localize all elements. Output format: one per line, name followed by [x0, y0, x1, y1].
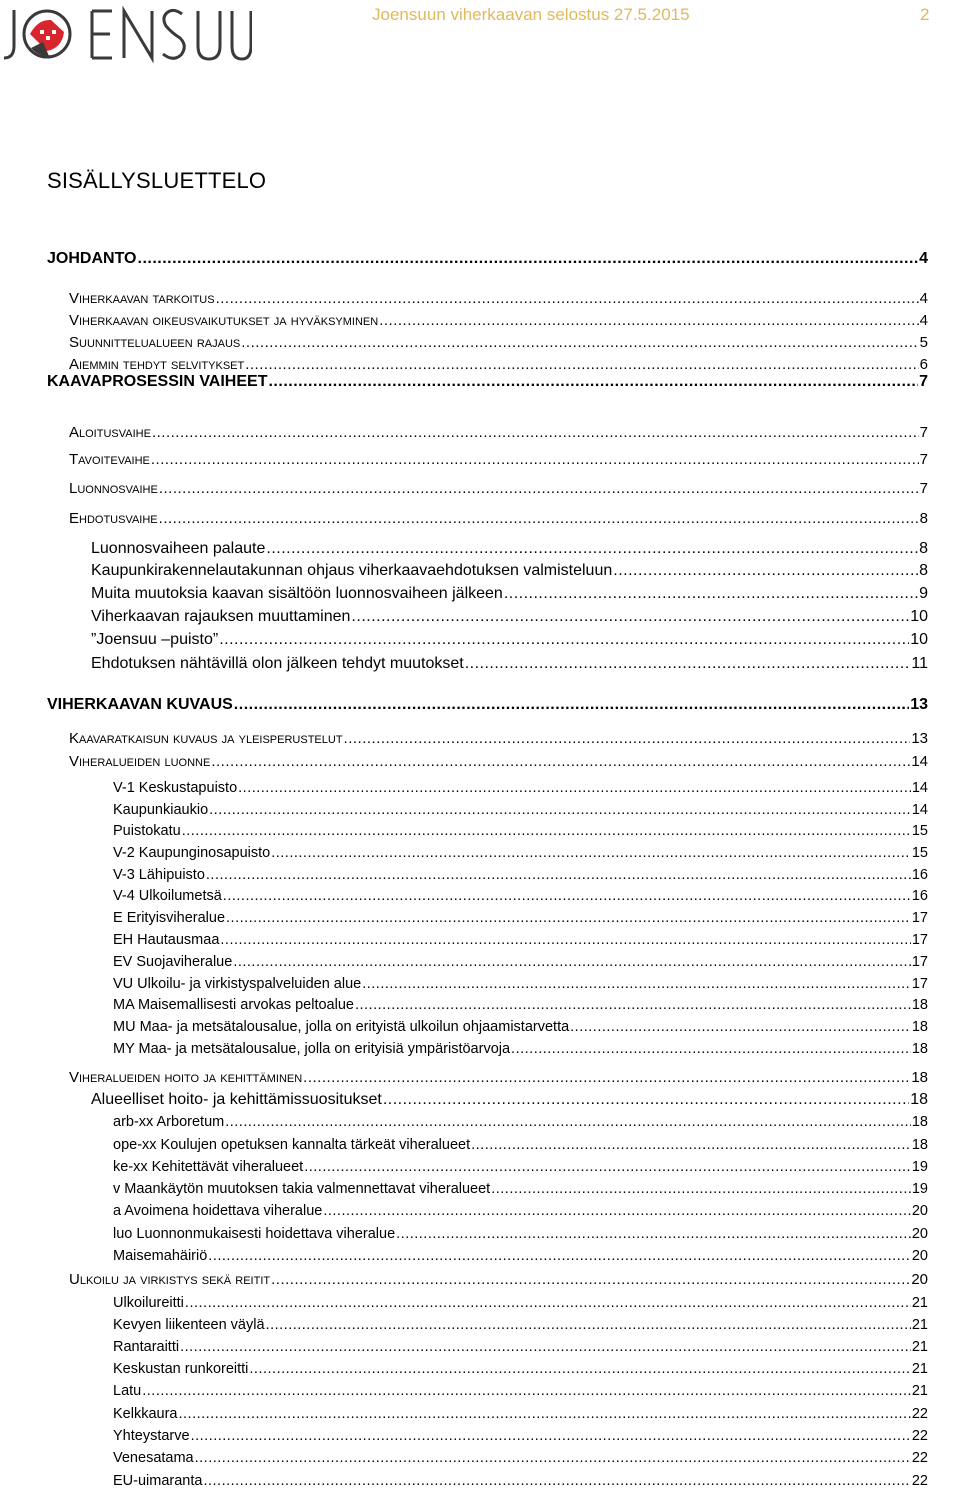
toc-dot-leader	[266, 540, 918, 558]
toc-entry-label: a Avoimena hoidettava viheralue	[113, 1203, 323, 1219]
toc-entry-page: 21	[911, 1339, 928, 1355]
toc-entry-label: ope-xx Koulujen opetuksen kannalta tärkeät viheralueet	[113, 1137, 471, 1153]
toc-entry[interactable]	[69, 334, 928, 351]
toc-dot-leader	[234, 696, 909, 714]
toc-entry[interactable]	[113, 888, 928, 904]
toc-entry-label: Kevyen liikenteen väylä	[113, 1317, 265, 1333]
toc-entry-label: EU-uimaranta	[113, 1473, 203, 1489]
toc-entry-label: Aiemmin tehdyt selvitykset	[69, 356, 245, 373]
toc-entry-page: 17	[911, 910, 928, 926]
toc-entry[interactable]	[91, 1091, 928, 1109]
toc-entry-label: Luonnosvaihe	[69, 480, 158, 497]
toc-dot-leader	[216, 290, 919, 307]
toc-entry-page: 8	[919, 540, 928, 557]
toc-dot-leader	[178, 1406, 910, 1422]
toc-entry-page: 22	[911, 1406, 928, 1422]
toc-entry-page: 8	[919, 562, 928, 579]
toc-entry-label: MA Maisemallisesti arvokas peltoalue	[113, 997, 354, 1013]
toc-entry-label: ke-xx Kehitettävät viheralueet	[113, 1159, 304, 1175]
toc-entry-label: Muita muutoksia kaavan sisältöön luonnosvaiheen jälkeen	[91, 585, 503, 602]
toc-entry[interactable]	[113, 1428, 928, 1444]
toc-entry-page: 11	[911, 655, 928, 672]
toc-entry[interactable]	[113, 1361, 928, 1377]
toc-dot-leader	[225, 1114, 911, 1130]
toc-entry-page: 5	[919, 334, 928, 351]
toc-entry[interactable]	[91, 562, 928, 580]
toc-entry-page: 7	[919, 373, 928, 390]
toc-dot-leader	[362, 976, 911, 992]
toc-entry-page: 18	[911, 1041, 928, 1057]
toc-dot-leader	[379, 312, 918, 329]
toc-entry-page: 21	[911, 1383, 928, 1399]
toc-dot-leader	[351, 608, 909, 626]
toc-entry-label: v Maankäytön muutoksen takia valmennettavat viheralueet	[113, 1181, 491, 1197]
toc-dot-leader	[206, 867, 911, 883]
toc-entry[interactable]	[113, 1226, 928, 1242]
toc-entry-label: Puistokatu	[113, 823, 181, 839]
toc-entry-page: 18	[911, 1019, 928, 1035]
toc-entry[interactable]	[69, 424, 928, 441]
toc-entry-page: 13	[910, 696, 928, 713]
toc-entry-label: Alueelliset hoito- ja kehittämissuositukset	[91, 1091, 382, 1108]
toc-dot-leader	[142, 1383, 911, 1399]
toc-dot-leader	[383, 1091, 909, 1109]
toc-entry-page: 22	[911, 1428, 928, 1444]
toc-entry[interactable]	[113, 1383, 928, 1399]
toc-entry[interactable]	[47, 250, 928, 268]
toc-entry-page: 21	[911, 1361, 928, 1377]
toc-entry-page: 15	[911, 823, 928, 839]
toc-dot-leader	[220, 932, 910, 948]
toc-dot-leader	[219, 631, 909, 649]
toc-dot-leader	[209, 802, 911, 818]
toc-entry-label: Tavoitevaihe	[69, 451, 150, 468]
toc-entry[interactable]	[113, 1248, 928, 1264]
toc-dot-leader	[304, 1159, 911, 1175]
toc-dot-leader	[613, 562, 918, 580]
toc-entry-label: JOHDANTO	[47, 250, 137, 267]
toc-dot-leader	[208, 1248, 911, 1264]
toc-entry-page: 9	[919, 585, 928, 602]
toc-entry-label: MY Maa- ja metsätalousalue, jolla on erityisiä ympäristöarvoja	[113, 1041, 511, 1057]
toc-entry-page: 21	[911, 1317, 928, 1333]
toc-entry-page: 15	[911, 845, 928, 861]
toc-entry-page: 4	[919, 312, 928, 329]
toc-entry-page: 20	[911, 1271, 928, 1288]
toc-entry-page: 20	[911, 1226, 928, 1242]
toc-entry[interactable]	[113, 1473, 928, 1489]
toc-entry[interactable]	[69, 510, 928, 527]
toc-entry-page: 18	[911, 997, 928, 1013]
toc-entry-page: 20	[911, 1248, 928, 1264]
toc-entry-page: 14	[911, 753, 928, 770]
toc-entry-page: 16	[911, 888, 928, 904]
toc-entry-page: 7	[919, 424, 928, 441]
toc-entry[interactable]	[91, 540, 928, 558]
toc-dot-leader	[511, 1041, 911, 1057]
toc-dot-leader	[191, 1428, 911, 1444]
joensuu-logo-graphic	[2, 2, 252, 64]
toc-entry-label: Viheralueiden luonne	[69, 753, 211, 770]
toc-entry[interactable]	[113, 1019, 928, 1035]
toc-entry-page: 22	[911, 1473, 928, 1489]
toc-entry[interactable]	[113, 910, 928, 926]
toc-dot-leader	[268, 373, 918, 391]
toc-dot-leader	[271, 1271, 910, 1288]
toc-entry-page: 18	[911, 1114, 928, 1130]
toc-dot-leader	[323, 1203, 911, 1219]
toc-entry[interactable]	[69, 312, 928, 329]
toc-dot-leader	[223, 888, 911, 904]
toc-entry-page: 10	[910, 631, 928, 648]
toc-entry[interactable]	[113, 976, 928, 992]
toc-entry[interactable]	[69, 290, 928, 307]
toc-entry-page: 7	[919, 451, 928, 468]
toc-entry[interactable]	[69, 1271, 928, 1288]
toc-entry-label: Yhteystarve	[113, 1428, 190, 1444]
toc-entry[interactable]	[113, 845, 928, 861]
toc-entry-label: Latu	[113, 1383, 142, 1399]
toc-dot-leader	[303, 1069, 910, 1086]
toc-entry-label: Maisemahäiriö	[113, 1248, 208, 1264]
toc-entry-page: 21	[911, 1295, 928, 1311]
toc-entry-label: arb-xx Arboretum	[113, 1114, 225, 1130]
toc-entry-label: Venesatama	[113, 1450, 194, 1466]
toc-entry-page: 6	[919, 356, 928, 373]
toc-entry-label: V-2 Kaupunginosapuisto	[113, 845, 271, 861]
toc-dot-leader	[238, 780, 911, 796]
toc-dot-leader	[195, 1450, 911, 1466]
toc-dot-leader	[504, 585, 918, 603]
toc-entry-label: Viheralueiden hoito ja kehittäminen	[69, 1069, 303, 1086]
toc-dot-leader	[159, 510, 919, 527]
toc-dot-leader	[355, 997, 911, 1013]
toc-dot-leader	[233, 954, 911, 970]
toc-entry-page: 18	[911, 1069, 928, 1086]
toc-entry-page: 14	[911, 780, 928, 796]
toc-dot-leader	[344, 730, 911, 747]
toc-entry-label: Kaupunkirakennelautakunnan ohjaus viherkaavaehdotuksen valmisteluun	[91, 562, 613, 579]
toc-dot-leader	[570, 1019, 911, 1035]
toc-entry[interactable]	[69, 480, 928, 497]
toc-entry[interactable]	[91, 655, 928, 673]
toc-entry[interactable]	[113, 1137, 928, 1153]
toc-entry[interactable]	[113, 780, 928, 796]
toc-entry-label: Viherkaavan oikeusvaikutukset ja hyväksyminen	[69, 312, 379, 329]
toc-entry[interactable]	[113, 1406, 928, 1422]
toc-entry[interactable]	[113, 1114, 928, 1130]
toc-entry-page: 8	[919, 510, 928, 527]
toc-dot-leader	[271, 845, 911, 861]
toc-entry[interactable]	[113, 802, 928, 818]
toc-entry-page: 17	[911, 976, 928, 992]
toc-entry-page: 4	[919, 250, 928, 267]
toc-dot-leader	[185, 1295, 911, 1311]
toc-entry-page: 16	[911, 867, 928, 883]
toc-dot-leader	[138, 250, 919, 268]
toc-entry[interactable]	[69, 451, 928, 468]
toc-entry-label: ”Joensuu –puisto”	[91, 631, 219, 648]
toc-entry[interactable]	[113, 1203, 928, 1219]
toc-dot-leader	[159, 480, 919, 497]
toc-dot-leader	[396, 1226, 911, 1242]
toc-entry-label: V-1 Keskustapuisto	[113, 780, 238, 796]
toc-entry-label: Aloitusvaihe	[69, 424, 151, 441]
toc-entry[interactable]	[69, 753, 928, 770]
toc-entry-label: Keskustan runkoreitti	[113, 1361, 249, 1377]
toc-dot-leader	[491, 1181, 911, 1197]
toc-entry[interactable]	[113, 1339, 928, 1355]
joensuu-logo	[2, 2, 252, 64]
toc-entry[interactable]	[113, 932, 928, 948]
toc-dot-leader	[266, 1317, 911, 1333]
toc-entry-label: Kaavaratkaisun kuvaus ja yleisperustelut	[69, 730, 343, 747]
toc-entry-label: Kaupunkiaukio	[113, 802, 209, 818]
toc-dot-leader	[471, 1137, 911, 1153]
toc-entry[interactable]	[113, 954, 928, 970]
toc-entry-label: Kelkkaura	[113, 1406, 178, 1422]
toc-entry-label: Suunnittelualueen rajaus	[69, 334, 241, 351]
toc-entry-page: 7	[919, 480, 928, 497]
toc-entry-label: luo Luonnonmukaisesti hoidettava viheralue	[113, 1226, 396, 1242]
toc-entry-label: Ehdotusvaihe	[69, 510, 158, 527]
toc-entry-page: 22	[911, 1450, 928, 1466]
toc-dot-leader	[245, 356, 918, 373]
toc-entry-label: Ulkoilu ja virkistys sekä reitit	[69, 1271, 271, 1288]
toc-dot-leader	[226, 910, 911, 926]
toc-entry[interactable]	[113, 1041, 928, 1057]
toc-entry-page: 19	[911, 1159, 928, 1175]
toc-entry[interactable]	[91, 631, 928, 649]
toc-entry[interactable]	[113, 1181, 928, 1197]
toc-entry[interactable]	[47, 696, 928, 714]
toc-dot-leader	[203, 1473, 910, 1489]
toc-entry-label: Viherkaavan rajauksen muuttaminen	[91, 608, 351, 625]
toc-entry-page: 19	[911, 1181, 928, 1197]
page-number: 2	[920, 5, 930, 24]
toc-entry-label: E Erityisviheralue	[113, 910, 226, 926]
toc-entry[interactable]	[113, 1159, 928, 1175]
document-title: SISÄLLYSLUETTELO	[47, 168, 267, 193]
toc-entry[interactable]	[69, 1069, 928, 1086]
toc-entry-page: 18	[910, 1091, 928, 1108]
toc-entry-label: Ehdotuksen nähtävillä olon jälkeen tehdyt muutokset	[91, 655, 464, 672]
toc-entry[interactable]	[47, 373, 928, 391]
toc-dot-leader	[180, 1339, 911, 1355]
toc-entry-page: 14	[911, 802, 928, 818]
header-title: Joensuun viherkaavan selostus 27.5.2015	[372, 5, 690, 24]
toc-entry-page: 13	[911, 730, 928, 747]
toc-entry-label: MU Maa- ja metsätalousalue, jolla on erityistä ulkoilun ohjaamistarvetta	[113, 1019, 570, 1035]
toc-entry-label: VU Ulkoilu- ja virkistyspalveluiden alue	[113, 976, 362, 992]
toc-entry-label: V-4 Ulkoilumetsä	[113, 888, 222, 904]
toc-entry[interactable]	[113, 1295, 928, 1311]
toc-entry[interactable]	[69, 356, 928, 373]
toc-entry-label: KAAVAPROSESSIN VAIHEET	[47, 373, 268, 390]
toc-entry-label: V-3 Lähipuisto	[113, 867, 205, 883]
toc-entry[interactable]	[91, 585, 928, 603]
toc-entry-page: 4	[919, 290, 928, 307]
toc-entry[interactable]	[113, 997, 928, 1013]
toc-entry-label: Rantaraitti	[113, 1339, 180, 1355]
toc-entry-label: Ulkoilureitti	[113, 1295, 184, 1311]
toc-entry-label: VIHERKAAVAN KUVAUS	[47, 696, 233, 713]
toc-entry-page: 20	[911, 1203, 928, 1219]
toc-entry-label: EH Hautausmaa	[113, 932, 220, 948]
toc-entry[interactable]	[113, 1317, 928, 1333]
toc-dot-leader	[182, 823, 911, 839]
toc-dot-leader	[151, 451, 919, 468]
toc-entry-page: 17	[911, 932, 928, 948]
toc-entry-label: Luonnosvaiheen palaute	[91, 540, 266, 557]
toc-dot-leader	[241, 334, 918, 351]
toc-entry[interactable]	[113, 867, 928, 883]
toc-entry-label: Viherkaavan tarkoitus	[69, 290, 215, 307]
toc-entry-label: EV Suojaviheralue	[113, 954, 233, 970]
toc-dot-leader	[211, 753, 910, 770]
toc-entry[interactable]	[113, 1450, 928, 1466]
toc-dot-leader	[465, 655, 911, 673]
toc-dot-leader	[249, 1361, 910, 1377]
toc-entry-page: 17	[911, 954, 928, 970]
toc-entry-page: 18	[911, 1137, 928, 1153]
toc-entry[interactable]	[91, 608, 928, 626]
toc-entry[interactable]	[113, 823, 928, 839]
toc-entry[interactable]	[69, 730, 928, 747]
toc-dot-leader	[152, 424, 919, 441]
toc-entry-page: 10	[910, 608, 928, 625]
